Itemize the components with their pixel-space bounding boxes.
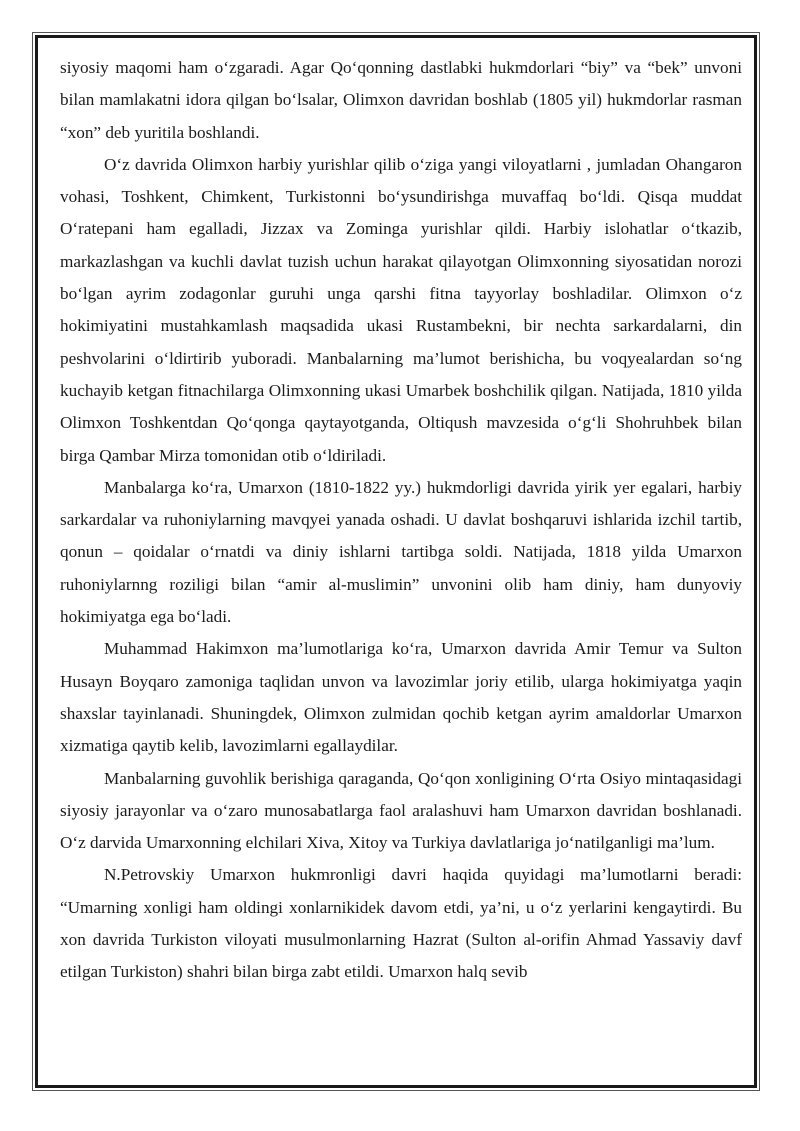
document-body bbox=[60, 52, 742, 989]
paragraph-4: Muhammad Hakimxon ma’lumotlariga ko‘ra, Umarxon davrida Amir Temur va Sulton Husayn Boyqaro zamoniga taqlidan unvon va lavozimlar joriy etilib, ularga hokimiyatga yaqin shaxslar tayinlanadi. Shuningdek, Olimxon zulmidan qochib ketgan ayrim amaldorlar Umarxon xizmatiga qaytib kelib, lavozimlarni egallaydilar. bbox=[60, 639, 742, 756]
paragraph-6: N.Petrovskiy Umarxon hukmronligi davri haqida quyidagi ma’lumotlarni beradi: “Umarning xonligi ham oldingi xonlarnikidek davom etdi, ya’ni, u o‘z yerlarini kengaytirdi. Bu xon davrida Turkiston viloyati musulmonlarning Hazrat (Sulton al-orifin Ahmad Yassaviy davf etilgan Turkiston) shahri bilan birga zabt etildi. Umarxon halq sevib bbox=[60, 865, 742, 982]
paragraph-2: O‘z davrida Olimxon harbiy yurishlar qilib o‘ziga yangi viloyatlarni , jumladan Ohangaron vohasi, Toshkent, Chimkent, Turkistonni bo‘ysundirishga muvaffaq bo‘ldi. Qisqa muddat O‘ratepani ham egalladi, Jizzax va Zominga yurishlar qildi. Harbiy islohatlar o‘tkazib, markazlashgan va kuchli davlat tuzish uchun harakat qilayotgan Olimxonning siyosatidan norozi bo‘lgan ayrim zodagonlar guruhi unga qarshi fitna tayyorlay boshladilar. Olimxon o‘z hokimiyatini mustahkamlash maqsadida ukasi Rustambekni, bir nechta sarkardalarni, din peshvolarini o‘ldirtirib yuboradi. Manbalarning ma’lumot berishicha, bu voqyealardan so‘ng kuchayib ketgan fitnachilarga Olimxonning ukasi Umarbek boshchilik qilgan. Natijada, 1810 yilda Olimxon Toshkentdan Qo‘qonga qaytayotganda, Oltiqush mavzesida o‘g‘li Shohruhbek bilan birga Qambar Mirza tomonidan otib o‘ldiriladi. bbox=[60, 154, 742, 465]
paragraph-3: Manbalarga ko‘ra, Umarxon (1810-1822 yy.) hukmdorligi davrida yirik yer egalari, harbiy sarkardalar va ruhoniylarning mavqyei yanada oshadi. U davlat boshqaruvi ishlarida izchil tartib, qonun – qoidalar o‘rnatdi va diniy ishlarni tartibga soldi. Natijada, 1818 yilda Umarxon ruhoniylarnng roziligi bilan “amir al-muslimin” unvonini olib ham diniy, ham dunyoviy hokimiyatga ega bo‘ladi. bbox=[60, 477, 742, 627]
paragraph-5: Manbalarning guvohlik berishiga qaraganda, Qo‘qon xonligining O‘rta Osiyo mintaqasidagi siyosiy jarayonlar va o‘zaro munosabatlarga faol aralashuvi ham Umarxon davridan boshlanadi. O‘z darvida Umarxonning elchilari Xiva, Xitoy va Turkiya davlatlariga jo‘natilganligi ma’lum. bbox=[60, 768, 742, 853]
paragraph-1: siyosiy maqomi ham o‘zgaradi. Agar Qo‘qonning dastlabki hukmdorlari “biy” va “bek” unvoni bilan mamlakatni idora qilgan bo‘lsalar, Olimxon davridan boshlab (1805 yil) hukmdorlar rasman “xon” deb yuritila boshlandi. bbox=[60, 58, 742, 142]
